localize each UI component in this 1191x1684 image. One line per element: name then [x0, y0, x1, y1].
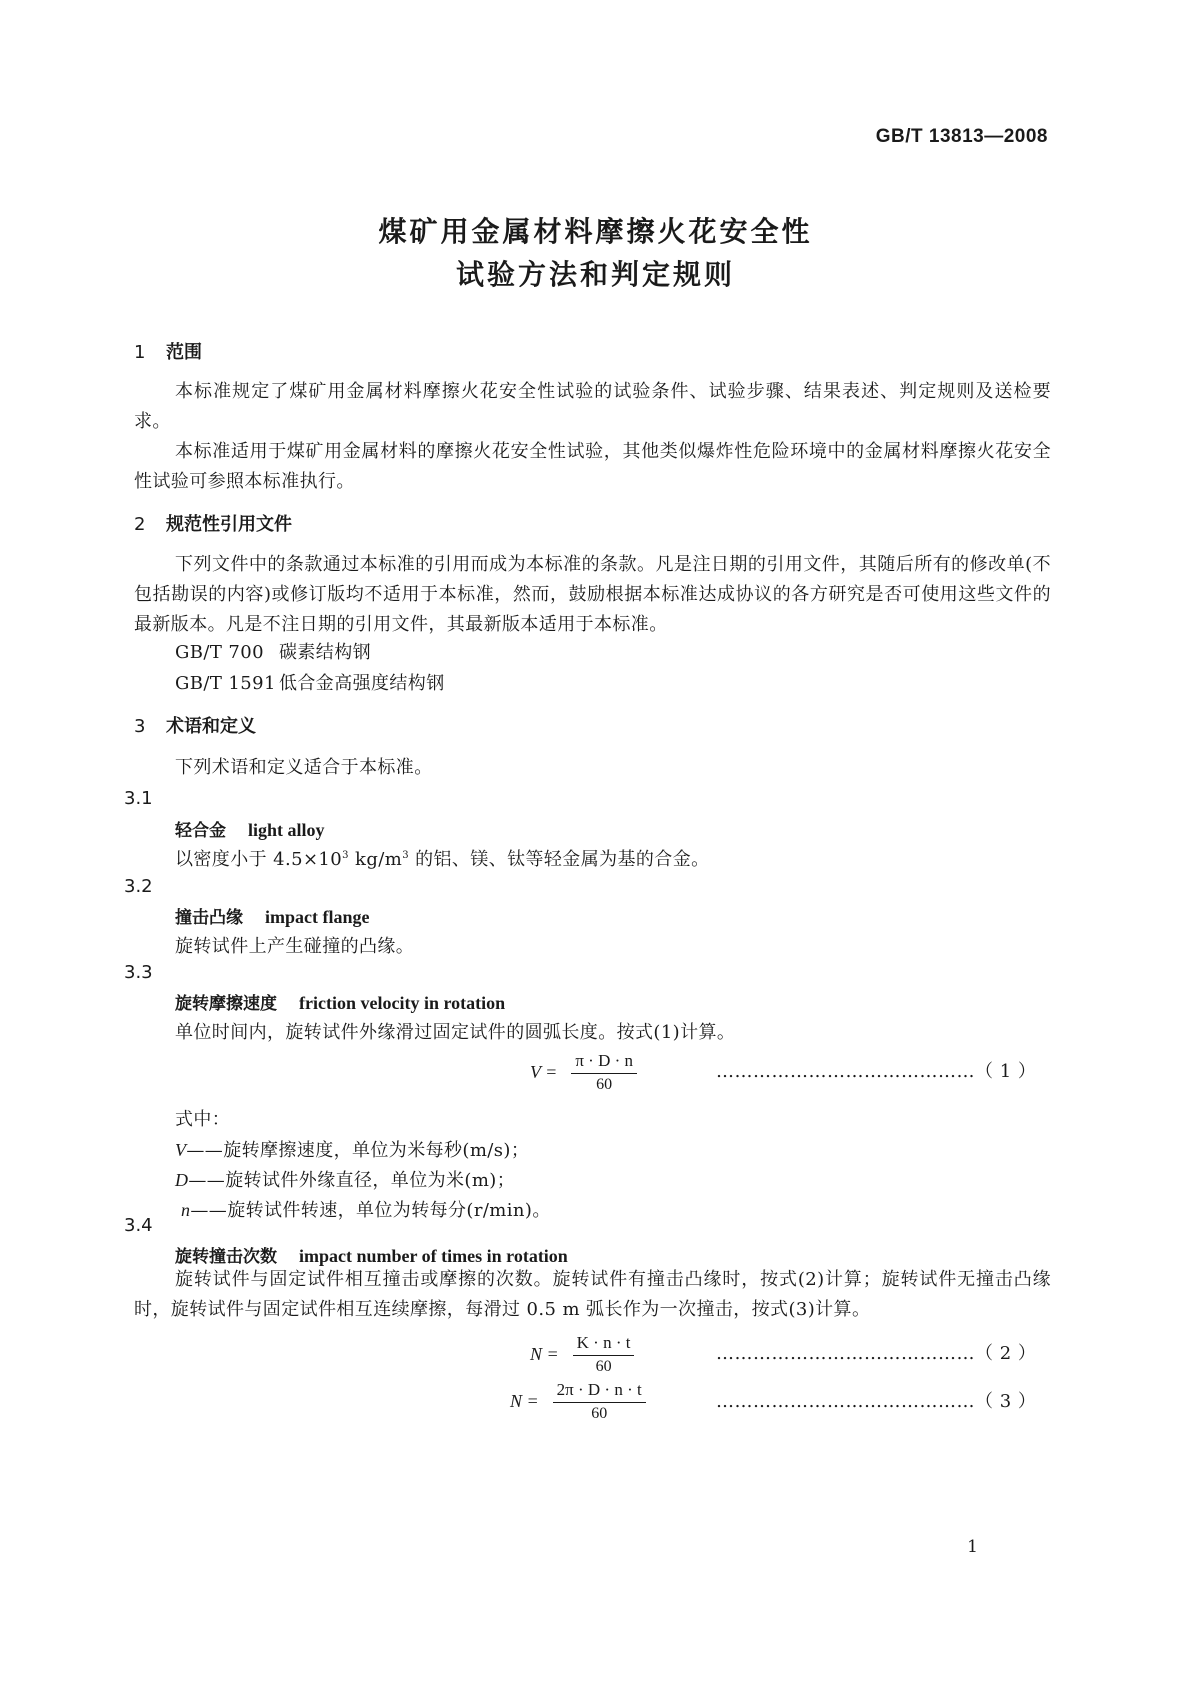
term-3-2 — [175, 903, 369, 928]
section-1-heading — [134, 338, 202, 364]
term-zh: 旋转摩擦速度 — [175, 994, 277, 1014]
term-3-1-definition: 以密度小于 $4.5\times 10^3$ $kg/m^3$ 的铝、镁、钛等轻金属为基的合金。 — [175, 849, 710, 870]
section-title: 范围 — [166, 342, 202, 363]
denominator: 60 — [596, 1076, 613, 1093]
document-title-line1: 煤矿用金属材料摩擦火花安全性 — [378, 215, 813, 248]
term-3-4-definition: 旋转试件与固定试件相互撞击或摩擦的次数。旋转试件有撞击凸缘时，按式(2)计算；旋转试件无撞击凸缘时，旋转试件与固定试件相互连续摩擦，每滑过 0.5 m 弧长作为一次撞击，按式(3)计算。 — [134, 1269, 1051, 1320]
formula-lhs: V = — [530, 1062, 558, 1082]
denominator: 60 — [591, 1405, 608, 1422]
variable-definition: n——旋转试件转速，单位为转每分(r/min)。 — [181, 1200, 551, 1221]
formula-1 — [530, 1051, 637, 1094]
fraction — [553, 1380, 646, 1423]
reference-item — [175, 669, 445, 695]
term-3-4 — [175, 1242, 568, 1267]
term-number: 3.3 — [124, 962, 153, 983]
term-3-2-definition: 旋转试件上产生碰撞的凸缘。 — [175, 936, 415, 957]
section-title: 术语和定义 — [166, 716, 256, 737]
term-zh: 撞击凸缘 — [175, 908, 243, 928]
formula-lhs: N = — [530, 1344, 559, 1364]
term-en: friction velocity in rotation — [299, 993, 506, 1013]
equation-tag: （ 1 ） — [975, 1061, 1037, 1082]
section-1-paragraph-1: 本标准规定了煤矿用金属材料摩擦火花安全性试验的试验条件、试验步骤、结果表述、判定规则及送检要求。 — [134, 381, 1051, 432]
section-number: 1 — [134, 342, 146, 363]
term-3-1 — [175, 816, 325, 841]
fraction — [571, 1051, 637, 1094]
term-number: 3.1 — [124, 788, 153, 809]
term-3-3-definition: 单位时间内，旋转试件外缘滑过固定试件的圆弧长度。按式(1)计算。 — [175, 1022, 736, 1043]
term-number: 3.2 — [124, 876, 153, 897]
reference-name: 低合金高强度结构钢 — [279, 673, 445, 694]
section-2-heading — [134, 510, 292, 536]
denominator: 60 — [595, 1358, 612, 1375]
term-zh: 轻合金 — [175, 821, 226, 841]
standard-number: GB/T 13813—2008 — [875, 126, 1048, 147]
formula-lhs: N = — [510, 1391, 539, 1411]
section-2-paragraph-1: 下列文件中的条款通过本标准的引用而成为本标准的条款。凡是注日期的引用文件，其随后所有的修改单(不包括勘误的内容)或修订版均不适用于本标准，然而，鼓励根据本标准达成协议的各方研究是否可使用这些文件的最新版本。凡是不注日期的引用文件，其最新版本适用于本标准。 — [134, 554, 1051, 635]
formula-2-leader: ……………………………………（ 2 ） — [716, 1343, 1037, 1364]
section-number: 2 — [134, 514, 146, 535]
equation-tag: （ 2 ） — [975, 1343, 1037, 1364]
term-en: impact number of times in rotation — [299, 1246, 568, 1266]
fraction — [573, 1333, 635, 1376]
reference-item — [175, 638, 371, 664]
variable-definition: D——旋转试件外缘直径，单位为米(m)； — [175, 1170, 516, 1191]
section-1-paragraph-2: 本标准适用于煤矿用金属材料的摩擦火花安全性试验，其他类似爆炸性危险环境中的金属材料摩擦火花安全性试验可参照本标准执行。 — [134, 441, 1051, 492]
term-en: light alloy — [248, 820, 325, 840]
term-3-3 — [175, 989, 505, 1014]
term-zh: 旋转撞击次数 — [175, 1247, 277, 1267]
reference-name: 碳素结构钢 — [279, 642, 371, 663]
formula-3 — [510, 1380, 646, 1423]
page-number: 1 — [967, 1537, 978, 1557]
formula-3-leader: ……………………………………（ 3 ） — [716, 1391, 1037, 1412]
numerator: 2π · D · n · t — [553, 1380, 646, 1403]
reference-code: GB/T 1591 — [175, 673, 276, 694]
document-title-line2: 试验方法和判定规则 — [455, 258, 735, 291]
numerator: π · D · n — [571, 1051, 637, 1074]
reference-code: GB/T 700 — [175, 642, 264, 663]
term-en: impact flange — [265, 907, 370, 927]
equation-tag: （ 3 ） — [975, 1391, 1037, 1412]
formula-1-leader: ……………………………………（ 1 ） — [716, 1061, 1037, 1082]
section-3-intro: 下列术语和定义适合于本标准。 — [175, 757, 433, 778]
section-3-heading — [134, 712, 256, 738]
variable-definition: V——旋转摩擦速度，单位为米每秒(m/s)； — [175, 1140, 530, 1161]
formula-2 — [530, 1333, 634, 1376]
section-number: 3 — [134, 716, 146, 737]
numerator: K · n · t — [573, 1333, 635, 1356]
term-number: 3.4 — [124, 1215, 153, 1236]
where-label: 式中： — [175, 1109, 231, 1130]
section-title: 规范性引用文件 — [166, 514, 292, 535]
